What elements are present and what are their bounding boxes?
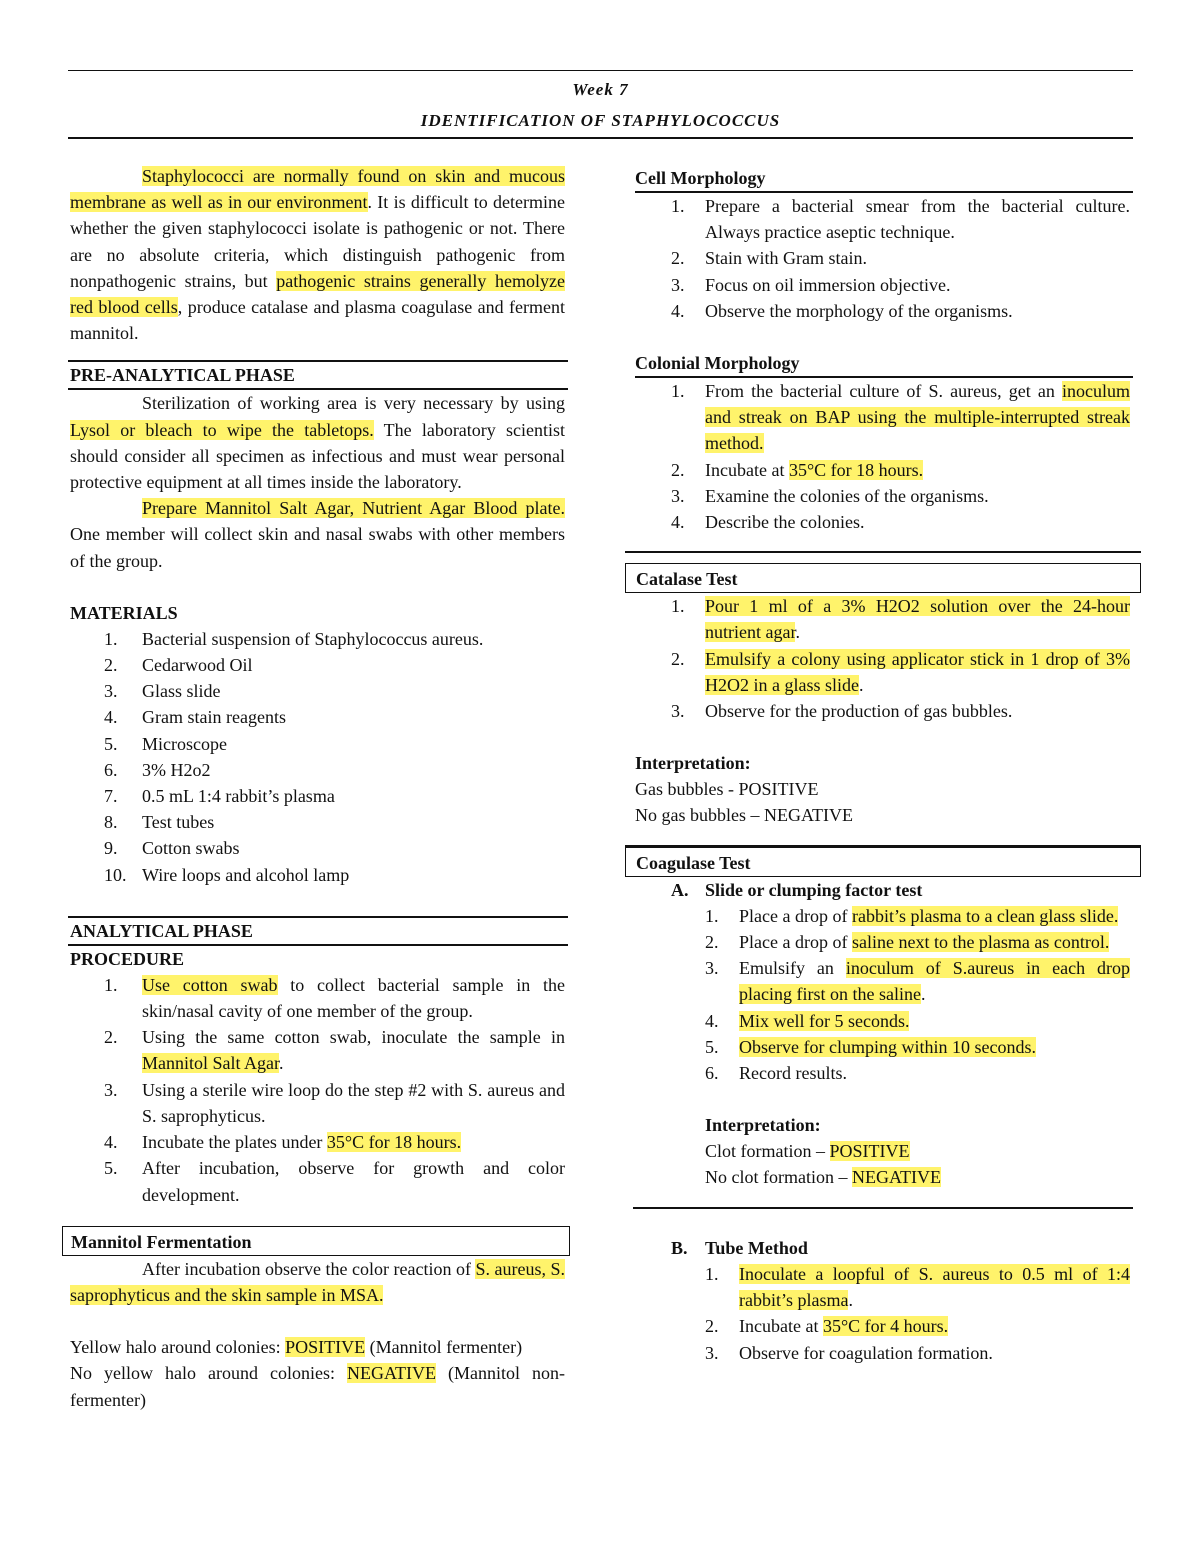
list-item-text: Wire loops and alcohol lamp xyxy=(142,864,350,885)
list-item: 1. Inoculate a loopful of S. aureus to 0.5 ml of 1:4 rabbit’s plasma. xyxy=(705,1263,1130,1311)
colonial-morphology-list xyxy=(635,378,1130,535)
slide-3-text: Emulsify an xyxy=(739,958,846,979)
pre-analytical-rule xyxy=(68,360,568,362)
list-item-text: Bacterial suspension of Staphylococcus aureus. xyxy=(142,628,484,649)
mannitol-negative xyxy=(70,1360,565,1412)
mannitol-pos-highlight: POSITIVE xyxy=(285,1337,366,1358)
list-item: 8. Test tubes xyxy=(104,812,215,833)
list-item-text: Gram stain reagents xyxy=(142,707,286,728)
list-item: 3. Examine the colonies of the organisms. xyxy=(671,485,989,506)
pre-p1-text-b: The laboratory scientist should consider all specimen as infectious and must wear personal protective equipment at all times inside the laboratory. xyxy=(70,419,566,493)
pre-p1-highlight: Lysol or bleach to wipe the tabletops. xyxy=(70,419,374,440)
pre-analytical-heading: PRE-ANALYTICAL PHASE xyxy=(68,362,568,390)
slide-test-letter: A. xyxy=(671,879,689,900)
list-item: 4. Incubate the plates under 35°C for 18 hours. xyxy=(104,1132,462,1153)
intro-highlight-2: pathogenic strains generally hemolyze red blood cells xyxy=(70,270,565,318)
list-item: 1. Prepare a bacterial smear from the bacterial culture. Always practice aseptic technique. xyxy=(671,196,1130,243)
materials-heading: MATERIALS xyxy=(70,602,178,623)
list-item: 5. Observe for clumping within 10 seconds. xyxy=(705,1036,1036,1057)
left-column xyxy=(70,163,565,1413)
intro-text-1: . It is difficult to determine whether the given staphylococci isolate is pathogenic or not. There are no absolute criteria, which distinguish pathogenic from nonpathogenic strains, but xyxy=(70,192,565,291)
list-item: 6. Record results. xyxy=(705,1063,847,1084)
top-rule xyxy=(68,70,1133,71)
tube-1-highlight: Inoculate a loopful of S. aureus to 0.5 ml of 1:4 rabbit’s plasma xyxy=(739,1263,1130,1311)
list-item: 4. Describe the colonies. xyxy=(671,512,865,533)
list-item: 2. Cedarwood Oil xyxy=(104,655,253,676)
tube-1-text: . xyxy=(848,1290,853,1311)
intro-highlight-1: Staphylococci are normally found on skin and mucous membrane as well as in our environment xyxy=(70,166,565,213)
col-2-text: Incubate at xyxy=(705,459,789,480)
list-item-text: Microscope xyxy=(142,733,227,754)
header-rule xyxy=(68,137,1133,139)
list-item-text: Stain with Gram stain. xyxy=(705,248,867,269)
intro-text-2: , produce catalase and plasma coagulase and ferment mannitol. xyxy=(70,297,565,344)
list-item: 7. 0.5 mL 1:4 rabbit’s plasma xyxy=(104,786,335,807)
list-item-text: Glass slide xyxy=(142,681,221,702)
coag-pos-text: Clot formation – xyxy=(705,1141,830,1162)
list-item: 2. Stain with Gram stain. xyxy=(671,248,867,269)
list-item: 5. Microscope xyxy=(104,733,227,754)
pre-p1-text-a: Sterilization of working area is very necessary by using xyxy=(142,393,565,414)
proc-4-text: Incubate the plates under xyxy=(142,1132,327,1153)
mannitol-neg-note: (Mannitol non-fermenter) xyxy=(70,1363,565,1410)
coag-neg-highlight: NEGATIVE xyxy=(851,1167,941,1188)
catalase-positive: Gas bubbles - POSITIVE xyxy=(635,779,819,800)
pre-analytical-p1 xyxy=(70,390,565,495)
cat-1-text: . xyxy=(795,622,800,643)
slide-2-highlight: saline next to the plasma as control. xyxy=(851,932,1110,953)
analytical-rule xyxy=(68,916,568,918)
list-item: 2. Emulsify a colony using applicator stick in 1 drop of 3% H2O2 in a glass slide. xyxy=(671,648,1130,695)
slide-test-list xyxy=(635,903,1130,1086)
list-item: 3. Emulsify an inoculum of S.aureus in each drop placing first on the saline. xyxy=(705,958,1130,1005)
mannitol-neg-highlight: NEGATIVE xyxy=(347,1363,436,1384)
list-item-text: Observe the morphology of the organisms. xyxy=(705,300,1013,321)
list-item: 9. Cotton swabs xyxy=(104,838,240,859)
catalase-heading: Catalase Test xyxy=(625,563,1141,593)
col-4-text: Describe the colonies. xyxy=(705,512,865,533)
catalase-list xyxy=(635,593,1130,724)
proc-2-highlight: Mannitol Salt Agar xyxy=(142,1053,279,1074)
mannitol-paragraph xyxy=(70,1256,565,1308)
list-item: 3. Using a sterile wire loop do the step #2 with S. aureus and S. saprophyticus. xyxy=(104,1079,565,1126)
coagulase-heading: Coagulase Test xyxy=(625,847,1141,877)
tube-2-text: Incubate at xyxy=(739,1316,823,1337)
col-1-highlight: inoculum and streak on BAP using the multiple-interrupted streak method. xyxy=(705,381,1130,454)
slide-test-title: Slide or clumping factor test xyxy=(705,879,923,900)
tube-2-highlight: 35°C for 4 hours. xyxy=(822,1316,949,1337)
list-item-text: Cotton swabs xyxy=(142,838,240,859)
coag-neg-text: No clot formation – xyxy=(705,1167,852,1188)
col-1-text: From the bacterial culture of S. aureus, get an xyxy=(705,381,1062,402)
list-item: 4. Observe the morphology of the organisms. xyxy=(671,300,1013,321)
slide-4-highlight: Mix well for 5 seconds. xyxy=(739,1010,910,1031)
proc-3-text: Using a sterile wire loop do the step #2 with S. aureus and S. saprophyticus. xyxy=(142,1079,565,1126)
list-item: 2. Incubate at 35°C for 4 hours. xyxy=(705,1316,949,1337)
cat-1-highlight: Pour 1 ml of a 3% H2O2 solution over the 24-hour nutrient agar xyxy=(705,596,1130,643)
cell-morphology-list xyxy=(635,193,1130,324)
list-item: 1. Pour 1 ml of a 3% H2O2 solution over the 24-hour nutrient agar. xyxy=(671,596,1130,643)
mannitol-pos-note: (Mannitol fermenter) xyxy=(365,1337,523,1358)
list-item: 3. Observe for coagulation formation. xyxy=(705,1342,993,1363)
slide-test-heading xyxy=(635,877,1130,903)
list-item: 3. Glass slide xyxy=(104,681,221,702)
list-item: 3. Focus on oil immersion objective. xyxy=(671,274,951,295)
tube-method-letter: B. xyxy=(671,1237,688,1258)
tube-method-heading xyxy=(635,1235,1130,1261)
mannitol-pos-text: Yellow halo around colonies: xyxy=(70,1337,286,1358)
tube-method-list xyxy=(635,1261,1130,1366)
procedure-list xyxy=(70,972,565,1208)
list-item: 2. Using the same cotton swab, inoculate the sample in Mannitol Salt Agar. xyxy=(104,1027,565,1074)
col-3-text: Examine the colonies of the organisms. xyxy=(705,485,989,506)
catalase-rule xyxy=(625,551,1141,553)
cell-morphology-heading: Cell Morphology xyxy=(635,165,1133,193)
mannitol-neg-text: No yellow halo around colonies: xyxy=(70,1363,347,1384)
list-item: 3. Observe for the production of gas bubbles. xyxy=(671,701,1013,722)
col-2-highlight: 35°C for 18 hours. xyxy=(788,459,924,480)
list-item-text: 0.5 mL 1:4 rabbit’s plasma xyxy=(142,786,335,807)
coagulase-negative xyxy=(635,1164,1130,1190)
list-item: 4. Mix well for 5 seconds. xyxy=(705,1010,910,1031)
list-item: 1. Bacterial suspension of Staphylococcus aureus. xyxy=(104,628,484,649)
list-item: 5. After incubation, observe for growth and color development. xyxy=(104,1158,565,1205)
pre-p2-text: One member will collect skin and nasal swabs with other members of the group. xyxy=(70,524,565,571)
coagulase-rule xyxy=(625,845,1141,847)
list-item: 1. Use cotton swab to collect bacterial sample in the skin/nasal cavity of one member of the group. xyxy=(104,974,565,1022)
mannitol-text: After incubation observe the color reaction of xyxy=(142,1258,476,1279)
materials-list xyxy=(70,626,565,888)
cat-2-text: . xyxy=(858,674,864,695)
week-label: Week 7 xyxy=(572,80,629,99)
list-item-text: Cedarwood Oil xyxy=(142,655,253,676)
slide-3-text-b: . xyxy=(920,984,926,1005)
mannitol-highlight: S. aureus, S. saprophyticus and the skin sample in MSA. xyxy=(70,1258,565,1305)
list-item: 2. Incubate at 35°C for 18 hours. xyxy=(671,459,924,480)
slide-1-text: Place a drop of xyxy=(739,905,852,926)
catalase-interpretation-heading: Interpretation: xyxy=(635,753,751,774)
pre-p2-highlight: Prepare Mannitol Salt Agar, Nutrient Agar Blood plate. xyxy=(142,498,565,519)
list-item-text: Focus on oil immersion objective. xyxy=(705,274,951,295)
list-item: 6. 3% H2o2 xyxy=(104,759,211,780)
right-column xyxy=(635,165,1130,1366)
colonial-morphology-heading: Colonial Morphology xyxy=(635,350,1133,378)
proc-2-text-a: Using the same cotton swab, inoculate the sample in xyxy=(142,1027,565,1048)
proc-1-text: to collect bacterial sample in the skin/nasal cavity of one member of the group. xyxy=(142,974,565,1022)
slide-5-highlight: Observe for clumping within 10 seconds. xyxy=(739,1036,1036,1057)
pre-analytical-p2 xyxy=(70,495,565,574)
coagulase-positive xyxy=(635,1138,1130,1164)
cat-2-highlight: Emulsify a colony using applicator stick in 1 drop of 3% H2O2 in a glass slide xyxy=(705,648,1130,695)
proc-2-text-b: . xyxy=(279,1053,284,1074)
slide-6-text: Record results. xyxy=(739,1063,847,1084)
mannitol-heading: Mannitol Fermentation xyxy=(62,1226,570,1256)
procedure-heading: PROCEDURE xyxy=(70,948,185,969)
catalase-negative: No gas bubbles – NEGATIVE xyxy=(635,805,853,826)
slide-3-highlight: inoculum of S.aureus in each drop placing first on the saline xyxy=(739,958,1130,1005)
list-item-text: Prepare a bacterial smear from the bacterial culture. Always practice aseptic technique. xyxy=(705,196,1130,243)
tube-method-title: Tube Method xyxy=(705,1237,808,1258)
mannitol-positive xyxy=(70,1334,565,1360)
coagulase-interpretation-heading: Interpretation: xyxy=(705,1115,821,1136)
tube-3-text: Observe for coagulation formation. xyxy=(739,1342,993,1363)
list-item: 2. Place a drop of saline next to the plasma as control. xyxy=(705,932,1110,953)
proc-4-highlight: 35°C for 18 hours. xyxy=(326,1132,462,1153)
list-item: 1. From the bacterial culture of S. aureus, get an inoculum and streak on BAP using the multiple-interrupted streak method. xyxy=(671,381,1130,454)
page-title: IDENTIFICATION OF STAPHYLOCOCCUS xyxy=(420,111,781,130)
slide-2-text: Place a drop of xyxy=(739,932,852,953)
list-item-text: Test tubes xyxy=(142,812,215,833)
proc-5-text: After incubation, observe for growth and color development. xyxy=(142,1158,565,1205)
cat-3-text: Observe for the production of gas bubbles. xyxy=(705,701,1013,722)
tube-method-rule xyxy=(633,1207,1133,1209)
proc-1-highlight: Use cotton swab xyxy=(142,974,278,995)
list-item: 4. Gram stain reagents xyxy=(104,707,286,728)
intro-paragraph xyxy=(70,163,565,346)
list-item: 10. Wire loops and alcohol lamp xyxy=(104,864,350,885)
analytical-heading: ANALYTICAL PHASE xyxy=(68,918,568,946)
list-item-text: 3% H2o2 xyxy=(142,759,211,780)
list-item: 1. Place a drop of rabbit’s plasma to a clean glass slide. xyxy=(705,905,1119,926)
slide-1-highlight: rabbit’s plasma to a clean glass slide. xyxy=(851,905,1119,926)
coag-pos-highlight: POSITIVE xyxy=(829,1141,910,1162)
